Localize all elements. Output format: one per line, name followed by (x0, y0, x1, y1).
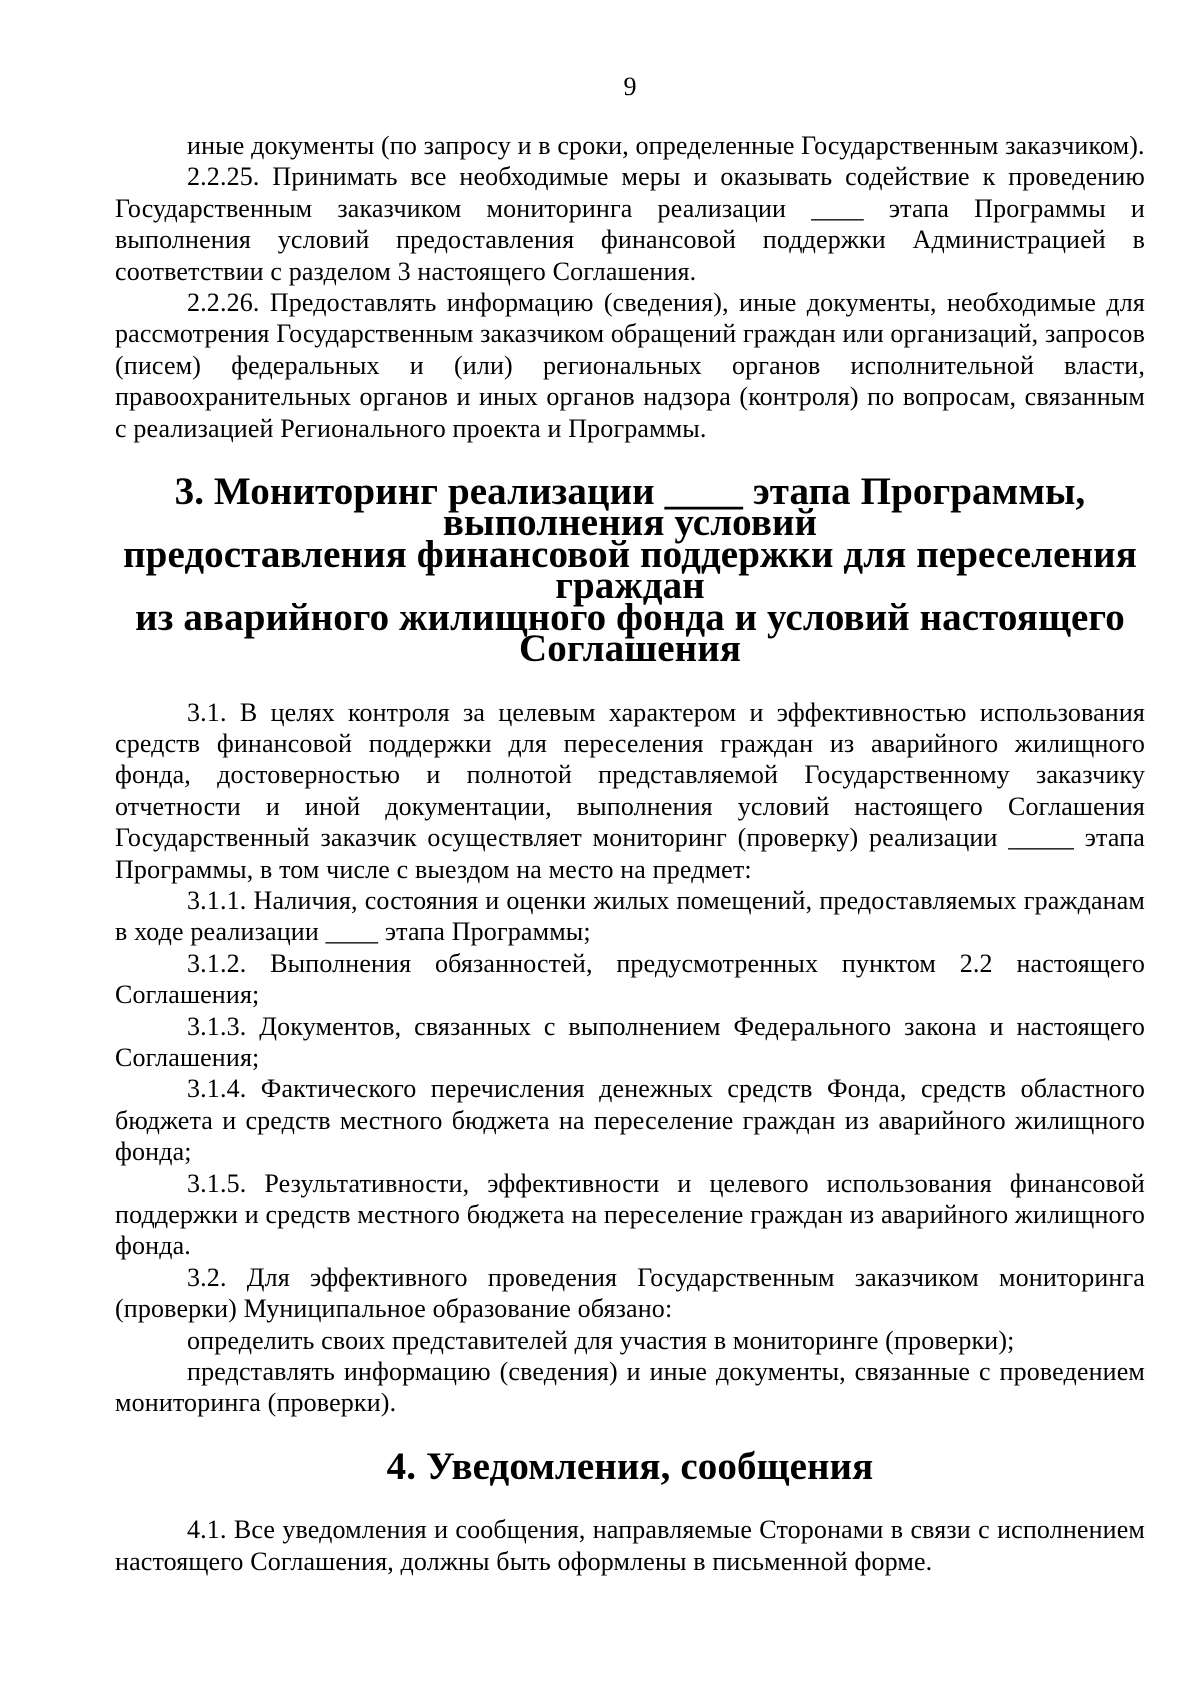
page-content (115, 130, 1145, 1577)
paragraph-3-1-4: 3.1.4. Фактического перечисления денежных средств Фонда, средств областного бюджета и средств местного бюджета на переселение граждан из аварийного жилищного фонда; (115, 1074, 1145, 1167)
paragraph-2-2-26: 2.2.26. Предоставлять информацию (сведения), иные документы, необходимые для рассмотрения Государственным заказчиком обращений граждан или организаций, запросов (писем) федеральных и (или) региональных органов исполнительной власти, правоохранительных органов и иных органов надзора (контроля) по вопросам, связанным с реализацией Регионального проекта и Программы. (115, 288, 1145, 443)
paragraph-3-1-5: 3.1.5. Результативности, эффективности и целевого использования финансовой поддержки и средств местного бюджета на переселение граждан из аварийного жилищного фонда. (115, 1168, 1145, 1261)
paragraph-3-1-1: 3.1.1. Наличия, состояния и оценки жилых помещений, предоставляемых гражданам в ходе реализации ____ этапа Программы; (115, 885, 1145, 947)
paragraph-3-1-2: 3.1.2. Выполнения обязанностей, предусмотренных пунктом 2.2 настоящего Соглашения; (115, 948, 1145, 1010)
section-4-heading-line: 4. Уведомления, сообщения (386, 1444, 874, 1488)
paragraph-3-2-item-1: определить своих представителей для участия в мониторинге (проверки); (187, 1325, 1015, 1355)
section-4-heading (115, 1444, 1145, 1488)
page-number: 9 (623, 72, 637, 101)
section-3-heading-line-3: из аварийного жилищного фонда и условий настоящего Соглашения (135, 595, 1125, 671)
paragraph-2-2-24-continuation: иные документы (по запросу и в сроки, определенные Государственным заказчиком). (187, 131, 1145, 160)
section-3-heading (115, 470, 1145, 671)
paragraph-3-1: 3.1. В целях контроля за целевым характером и эффективностью использования средств финансовой поддержки для переселения граждан из аварийного жилищного фонда, достоверностью и полнотой представляемой Государственному заказчику отчетности и иной документации, выполнения условий настоящего Соглашения Государственный заказчик осуществляет мониторинг (проверку) реализации _____ этапа Программы, в том числе с выездом на место на предмет: (115, 697, 1145, 884)
section-3-heading-line-2: предоставления финансовой поддержки для переселения граждан (123, 532, 1137, 608)
paragraph-2-2-25: 2.2.25. Принимать все необходимые меры и оказывать содействие к проведению Государственным заказчиком мониторинга реализации ____ этапа Программы и выполнения условий предоставления финансовой поддержки Администрацией в соответствии с разделом 3 настоящего Соглашения. (115, 162, 1145, 286)
paragraph-3-2: 3.2. Для эффективного проведения Государственным заказчиком мониторинга (проверки) Муниципальное образование обязано: (115, 1262, 1145, 1324)
paragraph-3-2-item-2: представлять информацию (сведения) и иные документы, связанные с проведением мониторинга (проверки). (115, 1357, 1145, 1418)
paragraph-3-1-3: 3.1.3. Документов, связанных с выполнением Федерального закона и настоящего Соглашения; (115, 1011, 1145, 1072)
paragraph-4-1: 4.1. Все уведомления и сообщения, направляемые Сторонами в связи с исполнением настоящего Соглашения, должны быть оформлены в письменной форме. (115, 1515, 1145, 1576)
section-3-heading-line-1: 3. Мониторинг реализации ____ этапа Программы, выполнения условий (174, 470, 1086, 545)
